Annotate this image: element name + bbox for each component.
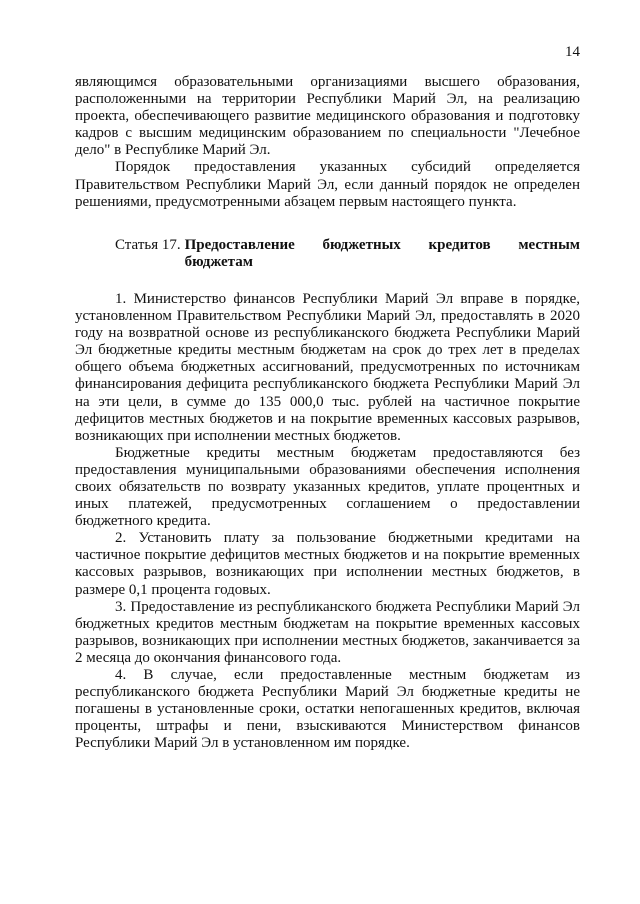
page-number: 14 — [565, 44, 580, 60]
article-heading — [75, 237, 580, 271]
document-body — [75, 74, 580, 752]
paragraph-item-2: 2. Установить плату за пользование бюджетными кредитами на частичное покрытие дефицитов местных бюджетов и на покрытие временных кассовых разрывов, возникающих при исполнении местных бюджетов, в размере 0,1 процента годовых. — [75, 530, 580, 598]
article-title: Предоставление бюджетных кредитов местным бюджетам — [184, 236, 580, 270]
paragraph-credit-terms: Бюджетные кредиты местным бюджетам предоставляются без предоставления муниципальными образованиями обеспечения исполнения своих обязательств по возврату указанных кредитов, уплате процентных и иных платежей, предусмотренных соглашением о предоставлении бюджетного кредита. — [75, 444, 580, 530]
paragraph-continuation: являющимся образовательными организациями высшего образования, расположенными на территории Республики Марий Эл, на реализацию проекта, обеспечивающего развитие медицинского образования и подготовку кадров с высшим медицинским образованием по специальности "Лечебное дело" в Республике Марий Эл. — [75, 74, 580, 159]
paragraph-item-3: 3. Предоставление из республиканского бюджета Республики Марий Эл бюджетных кредитов местным бюджетам на покрытие временных кассовых разрывов, возникающих при исполнении местных бюджетов, заканчивается за 2 месяца до окончания финансового года. — [75, 598, 580, 666]
article-number: Статья 17. — [115, 236, 181, 253]
paragraph-subsidy-procedure: Порядок предоставления указанных субсидий определяется Правительством Республики Марий Эл, если данный порядок не определен решениями, предусмотренными абзацем первым настоящего пункта. — [75, 159, 580, 210]
paragraph-item-4: 4. В случае, если предоставленные местным бюджетам из республиканского бюджета Республики Марий Эл бюджетные кредиты не погашены в установленные сроки, остатки непогашенных кредитов, включая проценты, штрафы и пени, взыскиваются Министерством финансов Республики Марий Эл в установленном им порядке. — [75, 667, 580, 752]
paragraph-item-1: 1. Министерство финансов Республики Марий Эл вправе в порядке, установленном Правительством Республики Марий Эл, предоставлять в 2020 году на возвратной основе из республиканского бюджета Республики Марий Эл бюджетные кредиты местным бюджетам на срок до трех лет в пределах общего объема бюджетных ассигнований, предусмотренных по источникам финансирования дефицита республиканского бюджета Республики Марий Эл на эти цели, в сумме до 135 000,0 тыс. рублей на частичное покрытие дефицитов местных бюджетов и на покрытие временных кассовых разрывов, возникающих при исполнении местных бюджетов. — [75, 290, 580, 444]
